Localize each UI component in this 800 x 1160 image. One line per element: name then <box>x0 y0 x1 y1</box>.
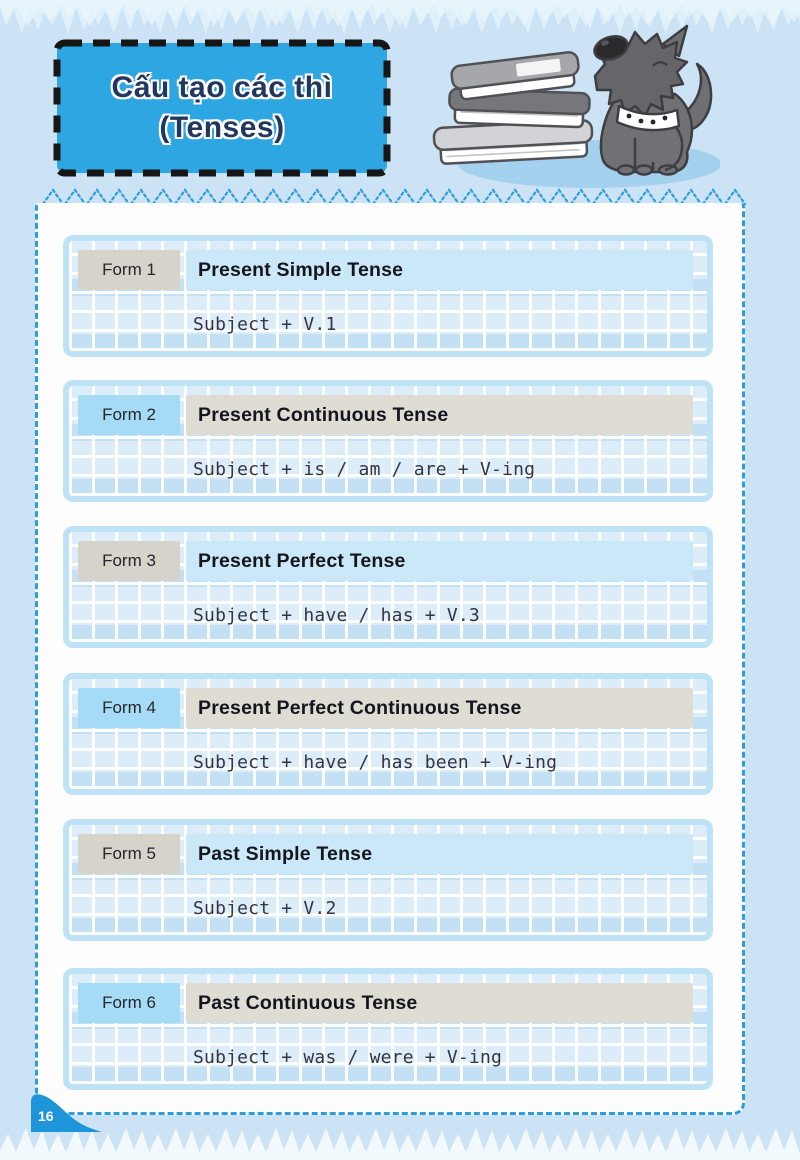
tense-title: Present Perfect Continuous Tense <box>198 696 522 719</box>
page-number-tab <box>26 1090 102 1132</box>
tense-formula: Subject + is / am / are + V-ing <box>193 459 536 480</box>
chapter-title-line2: (Tenses) <box>159 111 285 144</box>
form-card-6 <box>63 968 713 1090</box>
chapter-title-line1: Cấu tạo các thì <box>111 71 333 105</box>
form-label-badge: Form 6 <box>78 983 180 1023</box>
form-card-header <box>78 983 693 1023</box>
form-card-header <box>78 541 693 581</box>
tense-formula: Subject + have / has + V.3 <box>193 605 480 626</box>
form-card-4 <box>63 673 713 795</box>
form-label-badge: Form 2 <box>78 395 180 435</box>
tense-title: Past Simple Tense <box>198 842 373 865</box>
stack-of-books-icon <box>434 51 594 164</box>
tense-title: Present Simple Tense <box>198 258 404 281</box>
tense-title-strip <box>186 250 693 290</box>
tense-title: Past Continuous Tense <box>198 991 418 1014</box>
form-card-1 <box>63 235 713 357</box>
books-and-dog-illustration <box>425 14 720 192</box>
tense-formula: Subject + have / has been + V-ing <box>193 752 558 773</box>
tense-title-strip <box>186 688 693 728</box>
tense-title-strip <box>186 983 693 1023</box>
tense-title-strip <box>186 395 693 435</box>
form-card-header <box>78 834 693 874</box>
tense-formula: Subject + V.2 <box>193 898 337 919</box>
form-card-header <box>78 688 693 728</box>
tense-title: Present Perfect Tense <box>198 549 406 572</box>
tense-title-strip <box>186 541 693 581</box>
tense-formula: Subject + was / were + V-ing <box>193 1047 503 1068</box>
form-card-header <box>78 250 693 290</box>
form-card-5 <box>63 819 713 941</box>
form-card-3 <box>63 526 713 648</box>
page-number: 16 <box>38 1108 54 1124</box>
tense-title-strip <box>186 834 693 874</box>
form-card-2 <box>63 380 713 502</box>
form-label-badge: Form 4 <box>78 688 180 728</box>
form-label-badge: Form 5 <box>78 834 180 874</box>
decorative-bottom-band <box>0 1126 800 1160</box>
form-label-badge: Form 3 <box>78 541 180 581</box>
chapter-title <box>52 38 392 178</box>
content-panel <box>35 203 745 1115</box>
tense-formula: Subject + V.1 <box>193 314 337 335</box>
tense-title: Present Continuous Tense <box>198 403 449 426</box>
form-label-badge: Form 1 <box>78 250 180 290</box>
chapter-title-box <box>52 38 392 178</box>
form-card-header <box>78 395 693 435</box>
